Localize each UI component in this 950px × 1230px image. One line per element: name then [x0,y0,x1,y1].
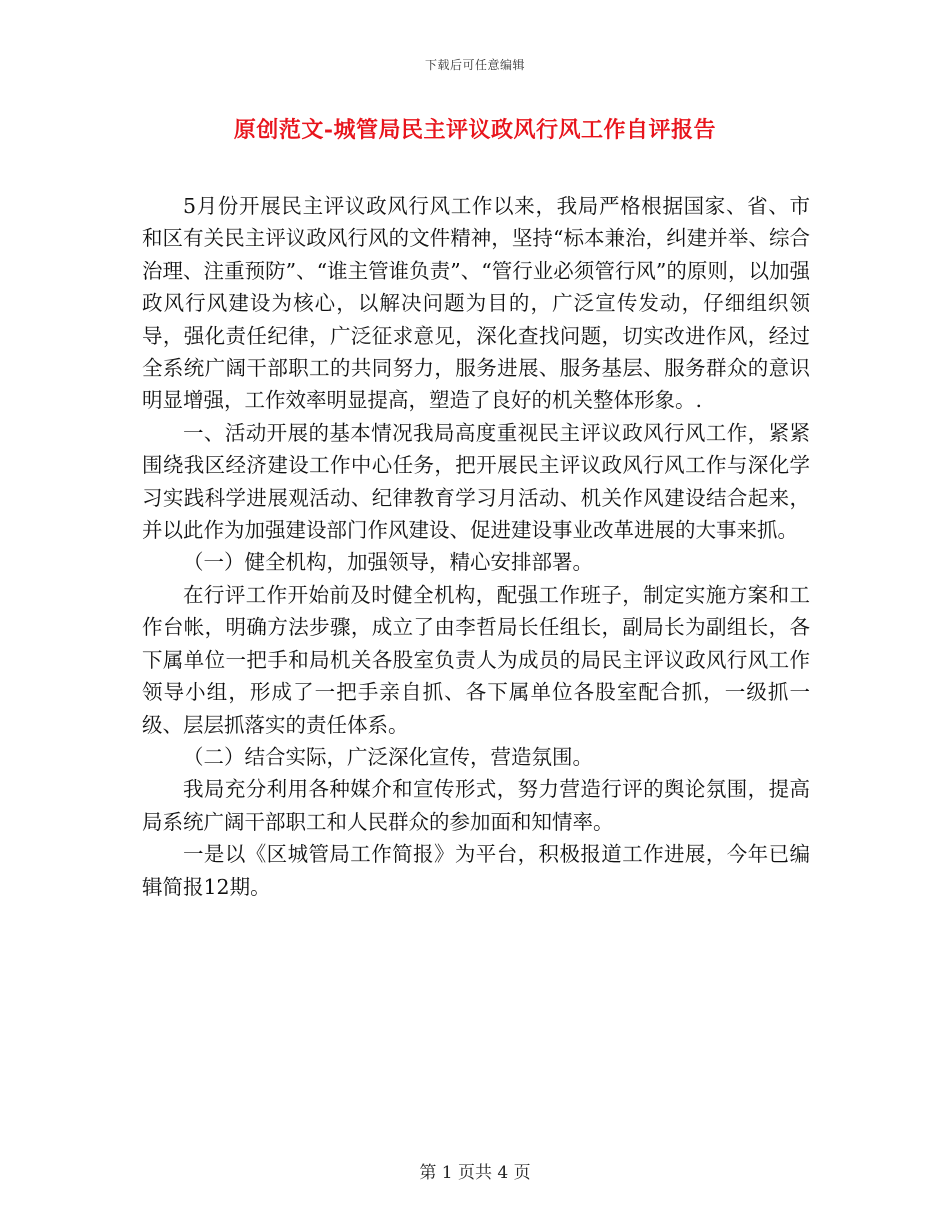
paragraph: （一）健全机构，加强领导，精心安排部署。 [183,550,593,575]
paragraph: 一、活动开展的基本情况我局高度重视民主评议政风行风工作，紧紧围绕我区经济建设工作中心任务，把开展民主评议政风行风工作与深化学习实践科学进展观活动、纪律教育学习月活动、机关作风建设结合起来，并以此作为加强建设部门作风建设、促进建设事业改革进展的大事来抓。 [142,420,810,543]
document-title: 原创范文-城管局民主评议政风行风工作自评报告 [233,117,717,143]
header-note: 下载后可任意编辑 [424,58,525,72]
paragraph: （二）结合实际，广泛深化宣传，营造氛围。 [183,744,593,769]
paragraph: 在行评工作开始前及时健全机构，配强工作班子，制定实施方案和工作台帐，明确方法步骤，成立了由李哲局长任组长，副局长为副组长，各下属单位一把手和局机关各股室负责人为成员的局民主评议政风行风工作领导小组，形成了一把手亲自抓、各下属单位各股室配合抓，一级抓一级、层层抓落实的责任体系。 [142,582,810,737]
page-number: 第 1 页共 4 页 [419,1163,531,1183]
paragraph: 我局充分利用各种媒介和宣传形式，努力营造行评的舆论氛围，提高局系统广阔干部职工和人民群众的参加面和知情率。 [142,777,810,834]
paragraph: 一是以《区城管局工作简报》为平台，积极报道工作进展，今年已编辑简报12期。 [142,842,810,899]
paragraph: 5月份开展民主评议政风行风工作以来，我局严格根据国家、省、市和区有关民主评议政风行风的文件精神，坚持“标本兼治，纠建并举、综合治理、注重预防”、“谁主管谁负责”、“管行业必须管行风”的原则，以加强政风行风建设为核心，以解决问题为目的，广泛宣传发动，仔细组织领导，强化责任纪律，广泛征求意见，深化查找问题，切实改进作风，经过全系统广阔干部职工的共同努力，服务进展、服务基层、服务群众的意识明显增强，工作效率明显提高，塑造了良好的机关整体形象。. [142,194,810,413]
document-body [142,190,810,903]
